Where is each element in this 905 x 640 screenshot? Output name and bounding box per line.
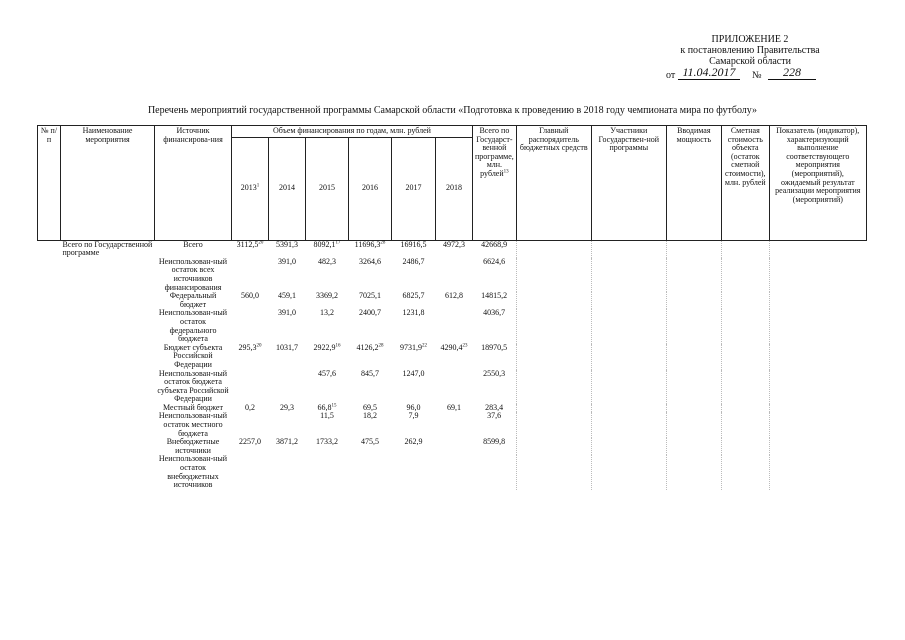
cell-activity-name xyxy=(61,404,155,413)
cell-estimate xyxy=(721,309,769,343)
cell-year-2014 xyxy=(269,412,306,438)
cell-participants xyxy=(591,438,666,455)
cell-year-2017: 262,9 xyxy=(404,437,423,447)
cell-activity-name xyxy=(61,412,155,438)
cell-year-2018: 69,1 xyxy=(447,402,461,412)
cell-manager xyxy=(516,292,591,309)
cell-year-2016 xyxy=(349,455,392,489)
cell-num xyxy=(38,370,61,404)
cell-year-2013: 0,2 xyxy=(245,402,255,412)
header-participants: Участники Государствен-ной программы xyxy=(591,126,666,241)
header-name: Наименование мероприятия xyxy=(61,126,155,241)
cell-activity-name xyxy=(61,344,155,370)
cell-indicator xyxy=(769,292,866,309)
cell-activity-name xyxy=(61,370,155,404)
header-total: Всего по Государст-венной программе, млн. рублей$^{13}$ xyxy=(473,126,517,241)
cell-year-2016: 4126,2$^{28}$ xyxy=(356,342,384,352)
cell-source: Внебюджетные источники xyxy=(166,437,220,455)
cell-source: Федеральный бюджет xyxy=(169,291,217,309)
cell-participants xyxy=(591,412,666,438)
cell-year-2018: 4972,3 xyxy=(443,239,465,249)
document-title: Перечень мероприятий государственной программы Самарской области «Подготовка к проведению в 2018 году чемпионата мира по футболу» xyxy=(147,105,758,116)
header-capacity: Вводимая мощность xyxy=(666,126,721,241)
cell-year-2018 xyxy=(436,438,473,455)
cell-total xyxy=(473,455,517,489)
cell-indicator xyxy=(769,404,866,413)
program-activities-table xyxy=(37,125,867,490)
cell-indicator xyxy=(769,370,866,404)
cell-source: Всего xyxy=(183,239,203,249)
cell-source: Неиспользован-ный остаток внебюджетных источников xyxy=(158,454,228,490)
header-estimate: Сметная стоимость объекта (остаток сметной стоимости), млн. рублей xyxy=(721,126,769,241)
cell-total: 14815,2 xyxy=(481,291,508,301)
cell-indicator xyxy=(769,344,866,370)
appendix-block xyxy=(640,34,860,82)
cell-year-2016: 845,7 xyxy=(361,368,379,378)
cell-year-2016: 475,5 xyxy=(361,437,379,447)
cell-activity-name xyxy=(61,292,155,309)
cell-capacity xyxy=(666,344,721,370)
header-indicator: Показатель (индикатор), характеризующий выполнение соответствующего мероприятия (мероприятий), ожидаемый результат реализации мероприятия (мероприятий) xyxy=(769,126,866,241)
cell-year-2016: 2400,7 xyxy=(359,308,381,318)
cell-participants xyxy=(591,344,666,370)
cell-num xyxy=(38,258,61,292)
cell-year-2018 xyxy=(436,309,473,343)
from-label: от xyxy=(666,70,676,81)
cell-year-2015 xyxy=(306,455,349,489)
cell-estimate xyxy=(721,438,769,455)
header-year-2018: 2018 xyxy=(436,137,473,240)
cell-year-2017: 96,0 xyxy=(406,402,421,412)
table-body xyxy=(38,240,867,490)
cell-year-2015: 13,2 xyxy=(320,308,334,318)
cell-total: 8599,8 xyxy=(483,437,506,447)
cell-total: 4036,7 xyxy=(483,308,506,318)
cell-estimate xyxy=(721,404,769,413)
cell-source: Неиспользован-ный остаток местного бюджета xyxy=(158,411,228,438)
cell-year-2015: 457,6 xyxy=(318,368,336,378)
cell-year-2013 xyxy=(232,258,269,292)
table-row xyxy=(38,292,867,309)
cell-num xyxy=(38,344,61,370)
cell-year-2014: 5391,3 xyxy=(276,239,298,249)
table-row xyxy=(38,309,867,343)
cell-year-2016: 11696,3$^{28}$ xyxy=(354,239,386,249)
table-row xyxy=(38,438,867,455)
cell-year-2015: 1733,2 xyxy=(316,437,338,447)
cell-source: Бюджет субъекта Российской Федерации xyxy=(163,342,223,369)
table-row xyxy=(38,455,867,489)
header-year-2014: 2014 xyxy=(269,137,306,240)
cell-participants xyxy=(591,404,666,413)
header-num: № п/п xyxy=(38,126,61,241)
cell-capacity xyxy=(666,438,721,455)
cell-manager xyxy=(516,344,591,370)
cell-capacity xyxy=(666,240,721,258)
cell-year-2018: 612,8 xyxy=(445,291,463,301)
handwritten-number: 228 xyxy=(768,66,816,80)
cell-participants xyxy=(591,292,666,309)
cell-year-2014: 459,1 xyxy=(278,291,296,301)
cell-indicator xyxy=(769,455,866,489)
cell-indicator xyxy=(769,258,866,292)
cell-year-2014: 29,3 xyxy=(280,402,294,412)
cell-year-2017: 1231,8 xyxy=(402,308,425,318)
table-row xyxy=(38,412,867,438)
cell-manager xyxy=(516,412,591,438)
cell-year-2017: 7,9 xyxy=(408,411,419,421)
cell-estimate xyxy=(721,412,769,438)
cell-year-2017: 9731,9$^{22}$ xyxy=(400,342,427,352)
header-year-2016: 2016 xyxy=(349,137,392,240)
table-row xyxy=(38,344,867,370)
cell-num xyxy=(38,240,61,258)
cell-capacity xyxy=(666,258,721,292)
cell-activity-name xyxy=(61,455,155,489)
cell-num xyxy=(38,412,61,438)
cell-manager xyxy=(516,309,591,343)
cell-year-2015: 2922,9$^{16}$ xyxy=(313,342,341,352)
cell-participants xyxy=(591,309,666,343)
cell-year-2015: 11,5 xyxy=(320,411,334,421)
appendix-title: ПРИЛОЖЕНИЕ 2 xyxy=(711,34,789,45)
cell-manager xyxy=(516,404,591,413)
appendix-line-region: Самарской области xyxy=(709,56,791,67)
cell-year-2017: 6825,7 xyxy=(402,291,425,301)
header-row-1 xyxy=(38,126,867,138)
cell-estimate xyxy=(721,455,769,489)
cell-manager xyxy=(516,370,591,404)
cell-activity-name xyxy=(61,309,155,343)
cell-year-2013 xyxy=(232,309,269,343)
cell-indicator xyxy=(769,240,866,258)
cell-estimate xyxy=(721,292,769,309)
cell-year-2017: 16916,5 xyxy=(400,239,427,249)
cell-total: 42668,9 xyxy=(481,239,508,249)
header-volume: Объем финансирования по годам, млн. рублей xyxy=(232,126,473,138)
cell-indicator xyxy=(769,309,866,343)
cell-estimate xyxy=(721,344,769,370)
cell-source: Неиспользован-ный остаток бюджета субъекта Российской Федерации xyxy=(157,368,229,404)
cell-activity-name xyxy=(61,258,155,292)
cell-estimate xyxy=(721,370,769,404)
cell-estimate xyxy=(721,240,769,258)
cell-capacity xyxy=(666,370,721,404)
cell-year-2013: 560,0 xyxy=(241,291,259,301)
header-year-2017: 2017 xyxy=(392,137,436,240)
cell-year-2013 xyxy=(232,455,269,489)
cell-total: 37,6 xyxy=(487,411,502,421)
table-row xyxy=(38,370,867,404)
cell-year-2013: 3112,5$^{20}$ xyxy=(236,239,264,249)
cell-participants xyxy=(591,240,666,258)
cell-manager xyxy=(516,258,591,292)
cell-year-2017 xyxy=(392,455,436,489)
cell-year-2015: 66,8$^{15}$ xyxy=(317,402,337,412)
cell-indicator xyxy=(769,412,866,438)
cell-year-2016: 7025,1 xyxy=(359,291,381,301)
cell-year-2015: 3369,2 xyxy=(316,291,338,301)
cell-total: 2550,3 xyxy=(483,368,506,378)
cell-capacity xyxy=(666,455,721,489)
cell-year-2014 xyxy=(269,370,306,404)
cell-activity-name: Всего по Государственной программе xyxy=(62,239,153,258)
cell-num xyxy=(38,292,61,309)
cell-year-2018 xyxy=(436,258,473,292)
cell-source: Неиспользован-ный остаток всех источников финансирования xyxy=(158,256,228,292)
cell-year-2015: 482,3 xyxy=(318,256,336,266)
header-year-2013: 2013$^1$ xyxy=(232,137,269,240)
cell-year-2013: 2257,0 xyxy=(239,437,261,447)
header-source: Источник финансирова-ния xyxy=(155,126,232,241)
cell-activity-name xyxy=(61,438,155,455)
cell-capacity xyxy=(666,404,721,413)
appendix-line-resolution: к постановлению Правительства xyxy=(680,45,820,56)
cell-year-2017: 2486,7 xyxy=(402,256,425,266)
cell-year-2013 xyxy=(232,412,269,438)
cell-manager xyxy=(516,455,591,489)
cell-capacity xyxy=(666,412,721,438)
cell-year-2016: 3264,6 xyxy=(359,256,381,266)
cell-total: 283,4 xyxy=(485,402,504,412)
cell-participants xyxy=(591,258,666,292)
handwritten-date: 11.04.2017 xyxy=(678,66,740,80)
cell-year-2016: 18,2 xyxy=(363,411,377,421)
cell-year-2014: 391,0 xyxy=(278,256,296,266)
cell-year-2018 xyxy=(436,412,473,438)
cell-total: 6624,6 xyxy=(483,256,506,266)
appendix-date-number-line xyxy=(640,65,860,82)
cell-year-2013: 295,3$^{20}$ xyxy=(238,342,262,352)
cell-year-2014: 391,0 xyxy=(278,308,296,318)
cell-capacity xyxy=(666,309,721,343)
cell-manager xyxy=(516,438,591,455)
cell-total: 18970,5 xyxy=(481,342,508,352)
cell-manager xyxy=(516,240,591,258)
cell-capacity xyxy=(666,292,721,309)
cell-year-2018: 4290,4$^{23}$ xyxy=(440,342,468,352)
cell-year-2014: 3871,2 xyxy=(276,437,298,447)
header-manager: Главный распорядитель бюджетных средств xyxy=(516,126,591,241)
cell-year-2015: 8092,1$^{17}$ xyxy=(313,239,341,249)
cell-year-2014: 1031,7 xyxy=(276,342,298,352)
cell-year-2017: 1247,0 xyxy=(402,368,425,378)
cell-source: Местный бюджет xyxy=(163,402,223,412)
table-row xyxy=(38,240,867,258)
cell-estimate xyxy=(721,258,769,292)
cell-participants xyxy=(591,370,666,404)
cell-num xyxy=(38,438,61,455)
cell-year-2018 xyxy=(436,370,473,404)
number-label: № xyxy=(752,70,762,81)
cell-num xyxy=(38,455,61,489)
cell-source: Неиспользован-ный остаток федерального бюджета xyxy=(158,308,228,344)
cell-num xyxy=(38,404,61,413)
cell-year-2014 xyxy=(269,455,306,489)
header-year-2015: 2015 xyxy=(306,137,349,240)
cell-num xyxy=(38,309,61,343)
cell-year-2018 xyxy=(436,455,473,489)
cell-indicator xyxy=(769,438,866,455)
cell-year-2016: 69,5 xyxy=(363,402,377,412)
cell-participants xyxy=(591,455,666,489)
table-row xyxy=(38,258,867,292)
cell-year-2013 xyxy=(232,370,269,404)
